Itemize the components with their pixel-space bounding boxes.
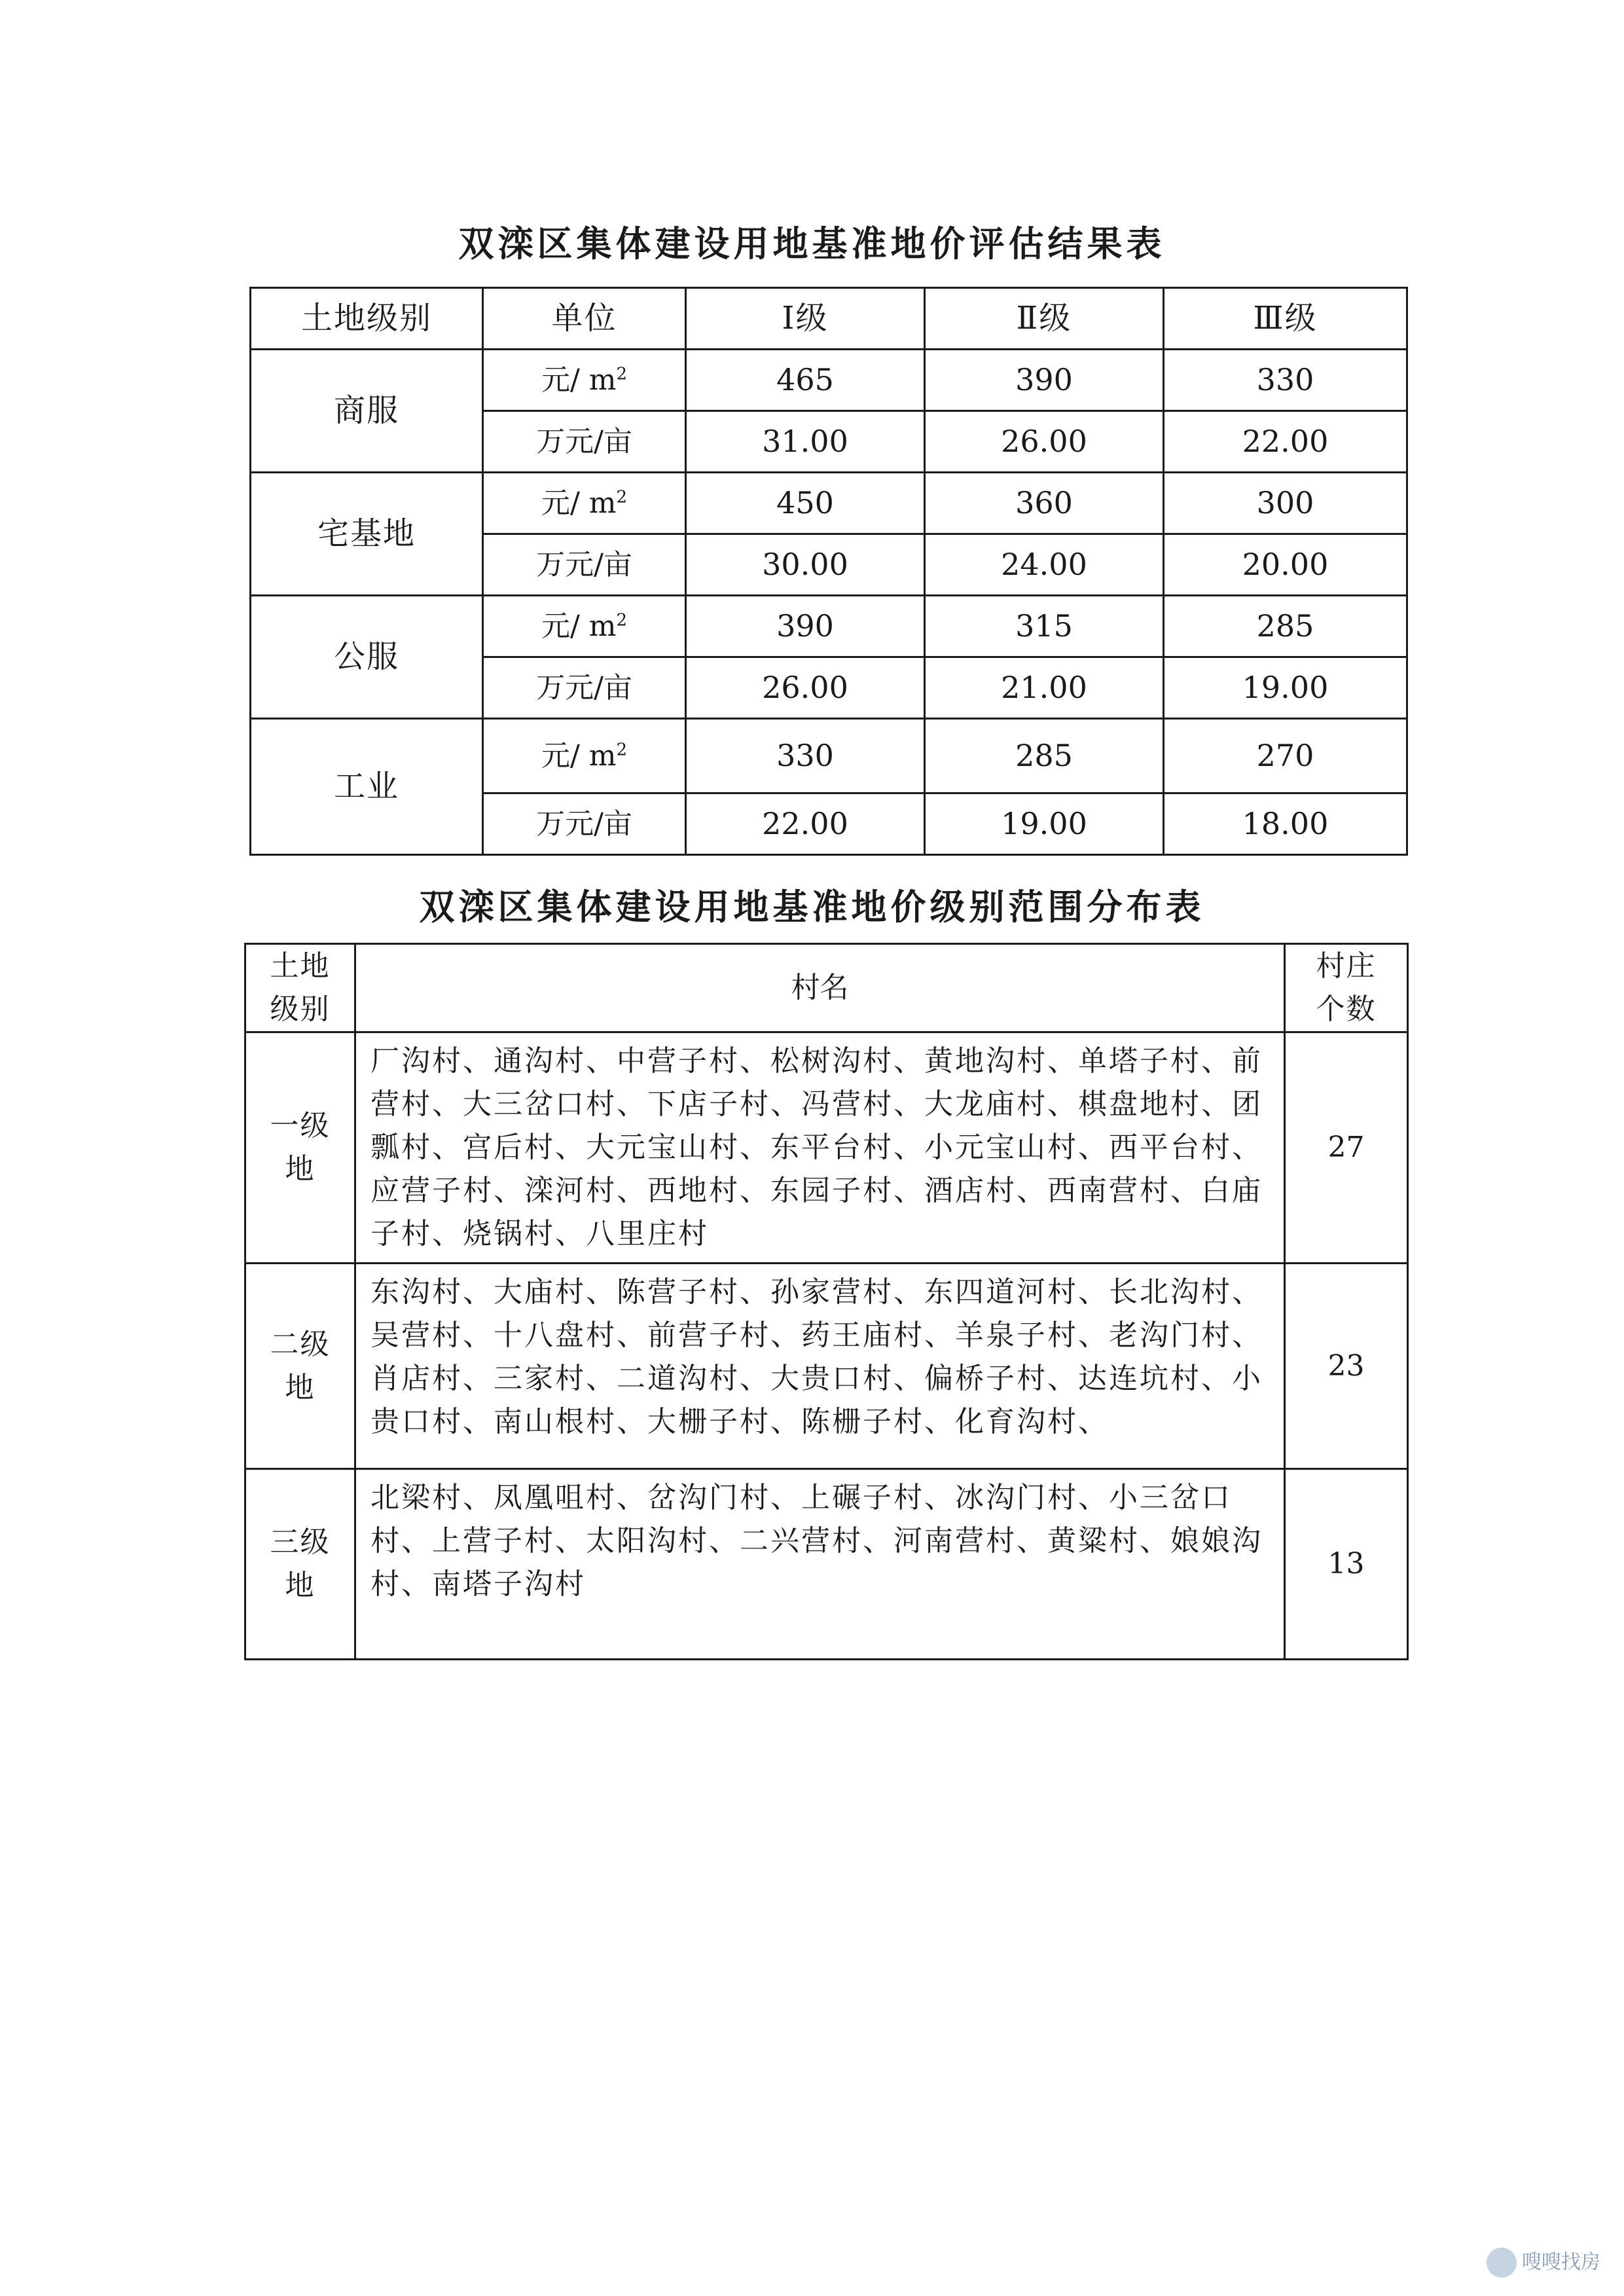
- unit-text: 元/ m: [541, 363, 617, 397]
- price-table-header-row: [251, 288, 1407, 350]
- level-line1: 一级: [270, 1109, 331, 1142]
- value-cell: 19.00: [1164, 657, 1407, 719]
- value-cell: 330: [686, 719, 925, 793]
- unit-per-m2: [483, 350, 686, 411]
- table-row: [245, 1264, 1408, 1469]
- header-grade-1: Ⅰ级: [686, 288, 925, 350]
- row-label-residential: 宅基地: [251, 473, 483, 596]
- village-names-grade-1: 厂沟村、通沟村、中营子村、松树沟村、黄地沟村、单塔子村、前营村、大三岔口村、下店子村、冯营村、大龙庙村、棋盘地村、团瓢村、宫后村、大元宝山村、东平台村、小元宝山村、西平台村、应营子村、滦河村、西地村、东园子村、酒店村、西南营村、白庙子村、烧锅村、八里庄村: [355, 1032, 1285, 1264]
- watermark: [1487, 2246, 1600, 2278]
- value-cell: 18.00: [1164, 793, 1407, 855]
- header-grade-3: Ⅲ级: [1164, 288, 1407, 350]
- table1-title: 双滦区集体建设用地基准地价评估结果表: [458, 223, 1166, 264]
- header-land-level-line2: 级别: [270, 993, 331, 1026]
- header-village-count-line1: 村庄: [1316, 949, 1377, 983]
- row-label-industrial: 工业: [251, 719, 483, 855]
- value-cell: 360: [925, 473, 1164, 534]
- unit-text: 元/ m: [541, 486, 617, 520]
- header-land-level: 土地级别: [251, 288, 483, 350]
- level-line2: 地: [285, 1152, 316, 1186]
- value-cell: 390: [686, 596, 925, 657]
- header-village-count-line2: 个数: [1316, 993, 1377, 1026]
- unit-sup: 2: [616, 364, 628, 384]
- unit-text: 元/ m: [541, 609, 617, 643]
- village-count-grade-3: 13: [1285, 1469, 1408, 1660]
- value-cell: 19.00: [925, 793, 1164, 855]
- table-row: [251, 473, 1407, 534]
- value-cell: 330: [1164, 350, 1407, 411]
- value-cell: 300: [1164, 473, 1407, 534]
- unit-per-mu: 万元/亩: [483, 534, 686, 596]
- header-land-level: [245, 944, 355, 1032]
- value-cell: 285: [925, 719, 1164, 793]
- unit-per-m2: [483, 596, 686, 657]
- table-row: [251, 350, 1407, 411]
- level-line1: 二级: [270, 1327, 331, 1361]
- value-cell: 315: [925, 596, 1164, 657]
- village-count-grade-1: 27: [1285, 1032, 1408, 1264]
- village-names-grade-3: 北梁村、凤凰咀村、岔沟门村、上碾子村、冰沟门村、小三岔口村、上营子村、太阳沟村、二兴营村、河南营村、黄粱村、娘娘沟村、南塔子沟村: [355, 1469, 1285, 1660]
- value-cell: 24.00: [925, 534, 1164, 596]
- header-village-count: [1285, 944, 1408, 1032]
- table-row: [245, 1469, 1408, 1660]
- level-line1: 三级: [270, 1525, 331, 1559]
- level-cell-grade-1: [245, 1032, 355, 1264]
- header-land-level-line1: 土地: [270, 949, 331, 983]
- value-cell: 21.00: [925, 657, 1164, 719]
- level-cell-grade-3: [245, 1469, 355, 1660]
- unit-text: 元/ m: [541, 738, 617, 773]
- house-logo-icon: [1487, 2248, 1517, 2278]
- level-cell-grade-2: [245, 1264, 355, 1469]
- table-row: [251, 596, 1407, 657]
- unit-sup: 2: [616, 610, 628, 630]
- level-line2: 地: [285, 1370, 316, 1404]
- unit-per-mu: 万元/亩: [483, 411, 686, 473]
- value-cell: 30.00: [686, 534, 925, 596]
- row-label-commercial: 商服: [251, 350, 483, 473]
- unit-per-m2: [483, 473, 686, 534]
- value-cell: 22.00: [1164, 411, 1407, 473]
- header-village-names: 村名: [355, 944, 1285, 1032]
- header-unit: 单位: [483, 288, 686, 350]
- level-distribution-table: [244, 943, 1409, 1660]
- unit-per-mu: 万元/亩: [483, 657, 686, 719]
- value-cell: 22.00: [686, 793, 925, 855]
- value-cell: 390: [925, 350, 1164, 411]
- value-cell: 465: [686, 350, 925, 411]
- value-cell: 26.00: [686, 657, 925, 719]
- value-cell: 270: [1164, 719, 1407, 793]
- price-table: [249, 287, 1408, 856]
- unit-sup: 2: [616, 740, 628, 760]
- village-count-grade-2: 23: [1285, 1264, 1408, 1469]
- unit-sup: 2: [616, 487, 628, 507]
- row-label-public-service: 公服: [251, 596, 483, 719]
- distribution-header-row: [245, 944, 1408, 1032]
- table-row: [245, 1032, 1408, 1264]
- value-cell: 285: [1164, 596, 1407, 657]
- table-row: [251, 719, 1407, 793]
- level-line2: 地: [285, 1569, 316, 1602]
- watermark-text: 嗖嗖找房: [1522, 2250, 1600, 2274]
- village-names-grade-2: 东沟村、大庙村、陈营子村、孙家营村、东四道河村、长北沟村、吴营村、十八盘村、前营子村、药王庙村、羊泉子村、老沟门村、肖店村、三家村、二道沟村、大贵口村、偏桥子村、达连坑村、小贵口村、南山根村、大栅子村、陈栅子村、化育沟村、: [355, 1264, 1285, 1469]
- value-cell: 31.00: [686, 411, 925, 473]
- header-grade-2: Ⅱ级: [925, 288, 1164, 350]
- value-cell: 26.00: [925, 411, 1164, 473]
- unit-per-m2: [483, 719, 686, 793]
- unit-per-mu: 万元/亩: [483, 793, 686, 855]
- table2-title: 双滦区集体建设用地基准地价级别范围分布表: [419, 886, 1205, 928]
- value-cell: 20.00: [1164, 534, 1407, 596]
- value-cell: 450: [686, 473, 925, 534]
